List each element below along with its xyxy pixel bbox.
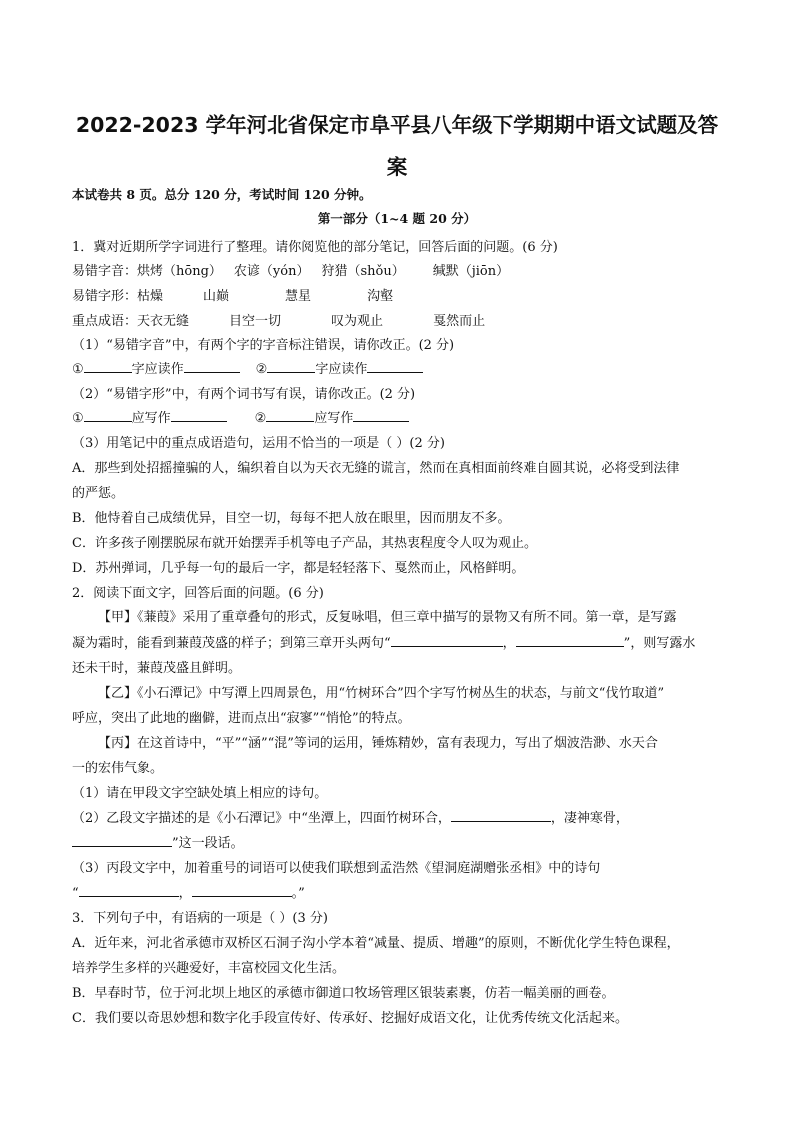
q3-option-b: B．早春时节，位于河北坝上地区的承德市御道口牧场管理区银装素裹，仿若一幅美丽的画卷。 (72, 986, 615, 1001)
pronunciation-label: 易错字音： (72, 264, 138, 279)
shape-label: 易错字形： (72, 289, 138, 304)
answer-text: 字应读作 (131, 362, 184, 377)
idiom-item: 天衣无缝 (137, 314, 190, 329)
q2-para-jia-cont (72, 632, 695, 651)
q1-option-a-cont: 的严惩。 (72, 486, 125, 501)
text-span: ”这一段话。 (172, 836, 244, 851)
answer-blank[interactable] (84, 360, 132, 373)
fill-blank[interactable] (391, 634, 503, 647)
q2-sub3-cont (72, 882, 305, 901)
q2-para-yi: 【乙】《小石潭记》中写潭上四周景色，用“竹树环合”四个字写竹树丛生的状态，与前文“伐竹取道” (98, 686, 665, 701)
answer-text: 字应读作 (315, 362, 368, 377)
answer-blank[interactable] (171, 409, 227, 422)
answer-marker: ② (255, 362, 268, 377)
pronunciation-item: 农谚（yón） (233, 264, 310, 279)
q1-sub1: （1）“易错字音”中，有两个字的字音标注错误，请你改正。(2 分) (72, 338, 455, 353)
q1-option-a: A．那些到处招摇撞骗的人，编织着自以为天衣无缝的谎言，然而在真相面前终难自圆其说，必将受到法律 (72, 461, 680, 476)
q1-option-b: B．他恃着自己成绩优异，目空一切，每每不把人放在眼里，因而朋友不多。 (72, 511, 511, 526)
idiom-item: 叹为观止 (331, 314, 384, 329)
text-span: “ (72, 886, 79, 901)
q1-option-d: D．苏州弹词，几乎每一句的最后一字，都是轻轻落下、戛然而止，风格鲜明。 (72, 561, 525, 576)
text-span: （2）乙段文字描述的是《小石潭记》中“坐潭上，四面竹树环合， (72, 811, 451, 826)
q1-sub1-answer-row (72, 358, 423, 377)
answer-marker: ① (72, 362, 84, 377)
shape-item: 枯燥 (137, 289, 164, 304)
pronunciation-item: 缄默（jiōn） (432, 264, 510, 279)
q1-stem: 1．冀对近期所学字词进行了整理。请你阅览他的部分笔记，回答后面的问题。(6 分) (72, 240, 558, 255)
q1-idiom-row (72, 310, 485, 329)
q2-para-jia: 【甲】《蒹葭》采用了重章叠句的形式，反复咏唱，但三章中描写的景物又有所不同。第一章，是写露 (98, 610, 677, 625)
q1-option-c: C．许多孩子刚摆脱尿布就开始摆弄手机等电子产品，其热衷程度令人叹为观止。 (72, 536, 537, 551)
answer-marker: ② (254, 411, 267, 426)
fill-blank[interactable] (516, 634, 624, 647)
q2-sub2 (72, 807, 629, 826)
text-span: ， (178, 886, 192, 901)
title-line-2: 案 (386, 155, 408, 179)
shape-item: 山巅 (203, 289, 230, 304)
title-line-1: 2022-2023 学年河北省保定市阜平县八年级下学期期中语文试题及答 (75, 113, 719, 137)
q1-pronunciation-row (72, 260, 509, 279)
answer-blank[interactable] (353, 409, 409, 422)
q2-sub2-cont (72, 832, 244, 851)
fill-blank[interactable] (192, 884, 292, 897)
fill-blank[interactable] (72, 834, 172, 847)
answer-blank[interactable] (266, 409, 314, 422)
text-span: ， (502, 636, 516, 651)
pronunciation-item: 狩猎（shǒu） (321, 264, 405, 279)
answer-blank[interactable] (367, 360, 423, 373)
idiom-label: 重点成语： (72, 314, 138, 329)
q1-sub3: （3）用笔记中的重点成语造句，运用不恰当的一项是（ ）(2 分) (72, 436, 445, 451)
exam-title (60, 104, 734, 188)
answer-text: 应写作 (314, 411, 354, 426)
answer-blank[interactable] (84, 409, 132, 422)
fill-blank[interactable] (451, 809, 551, 822)
q3-option-a: A．近年来，河北省承德市双桥区石洞子沟小学本着“减量、提质、增趣”的原则，不断优化学生特色课程， (72, 936, 680, 951)
pronunciation-item: 烘烤（hōng） (137, 264, 222, 279)
shape-item: 沟壑 (367, 289, 394, 304)
q2-sub3: （3）丙段文字中，加着重号的词语可以使我们联想到孟浩然《望洞庭湖赠张丞相》中的诗句 (72, 861, 601, 876)
answer-text: 应写作 (131, 411, 171, 426)
q2-para-yi-cont: 呼应，突出了此地的幽僻，进而点出“寂寥”“悄怆”的特点。 (72, 711, 411, 726)
fill-blank[interactable] (79, 884, 179, 897)
q3-option-a-cont: 培养学生多样的兴趣爱好，丰富校园文化生活。 (72, 961, 346, 976)
text-span: 凝为霜时，能看到蒹葭茂盛的样子；到第三章开头两句“ (72, 636, 391, 651)
q2-para-bing: 【丙】在这首诗中，“平”“涵”“混”等词的运用，锤炼精妙，富有表现力，写出了烟波浩渺、水天合 (98, 736, 658, 751)
q2-stem: 2．阅读下面文字，回答后面的问题。(6 分) (72, 586, 324, 601)
q1-shape-row (72, 285, 393, 304)
q3-option-c: C．我们要以奇思妙想和数字化手段宣传好、传承好、挖掘好成语文化，让优秀传统文化活起来。 (72, 1011, 628, 1026)
text-span: 。” (291, 886, 305, 901)
answer-blank[interactable] (184, 360, 240, 373)
text-span: ”，则写露水 (623, 636, 696, 651)
q2-para-bing-cont: 一的宏伟气象。 (72, 761, 164, 776)
text-span: ，凄神寒骨， (550, 811, 629, 826)
idiom-item: 目空一切 (229, 314, 282, 329)
exam-intro: 本试卷共 8 页。总分 120 分，考试时间 120 分钟。 (72, 187, 372, 202)
q1-sub2-answer-row (72, 407, 409, 426)
q3-stem: 3．下列句子中，有语病的一项是（ ）(3 分) (72, 911, 328, 926)
shape-item: 慧星 (285, 289, 312, 304)
idiom-item: 戛然而止 (433, 314, 486, 329)
q1-sub2: （2）“易错字形”中，有两个词书写有误，请你改正。(2 分) (72, 387, 416, 402)
part-heading: 第一部分（1~4 题 20 分） (317, 211, 477, 226)
answer-blank[interactable] (267, 360, 315, 373)
q2-para-jia-end: 还未干时，蒹葭茂盛且鲜明。 (72, 661, 242, 676)
q2-sub1: （1）请在甲段文字空缺处填上相应的诗句。 (72, 786, 328, 801)
answer-marker: ① (72, 411, 84, 426)
